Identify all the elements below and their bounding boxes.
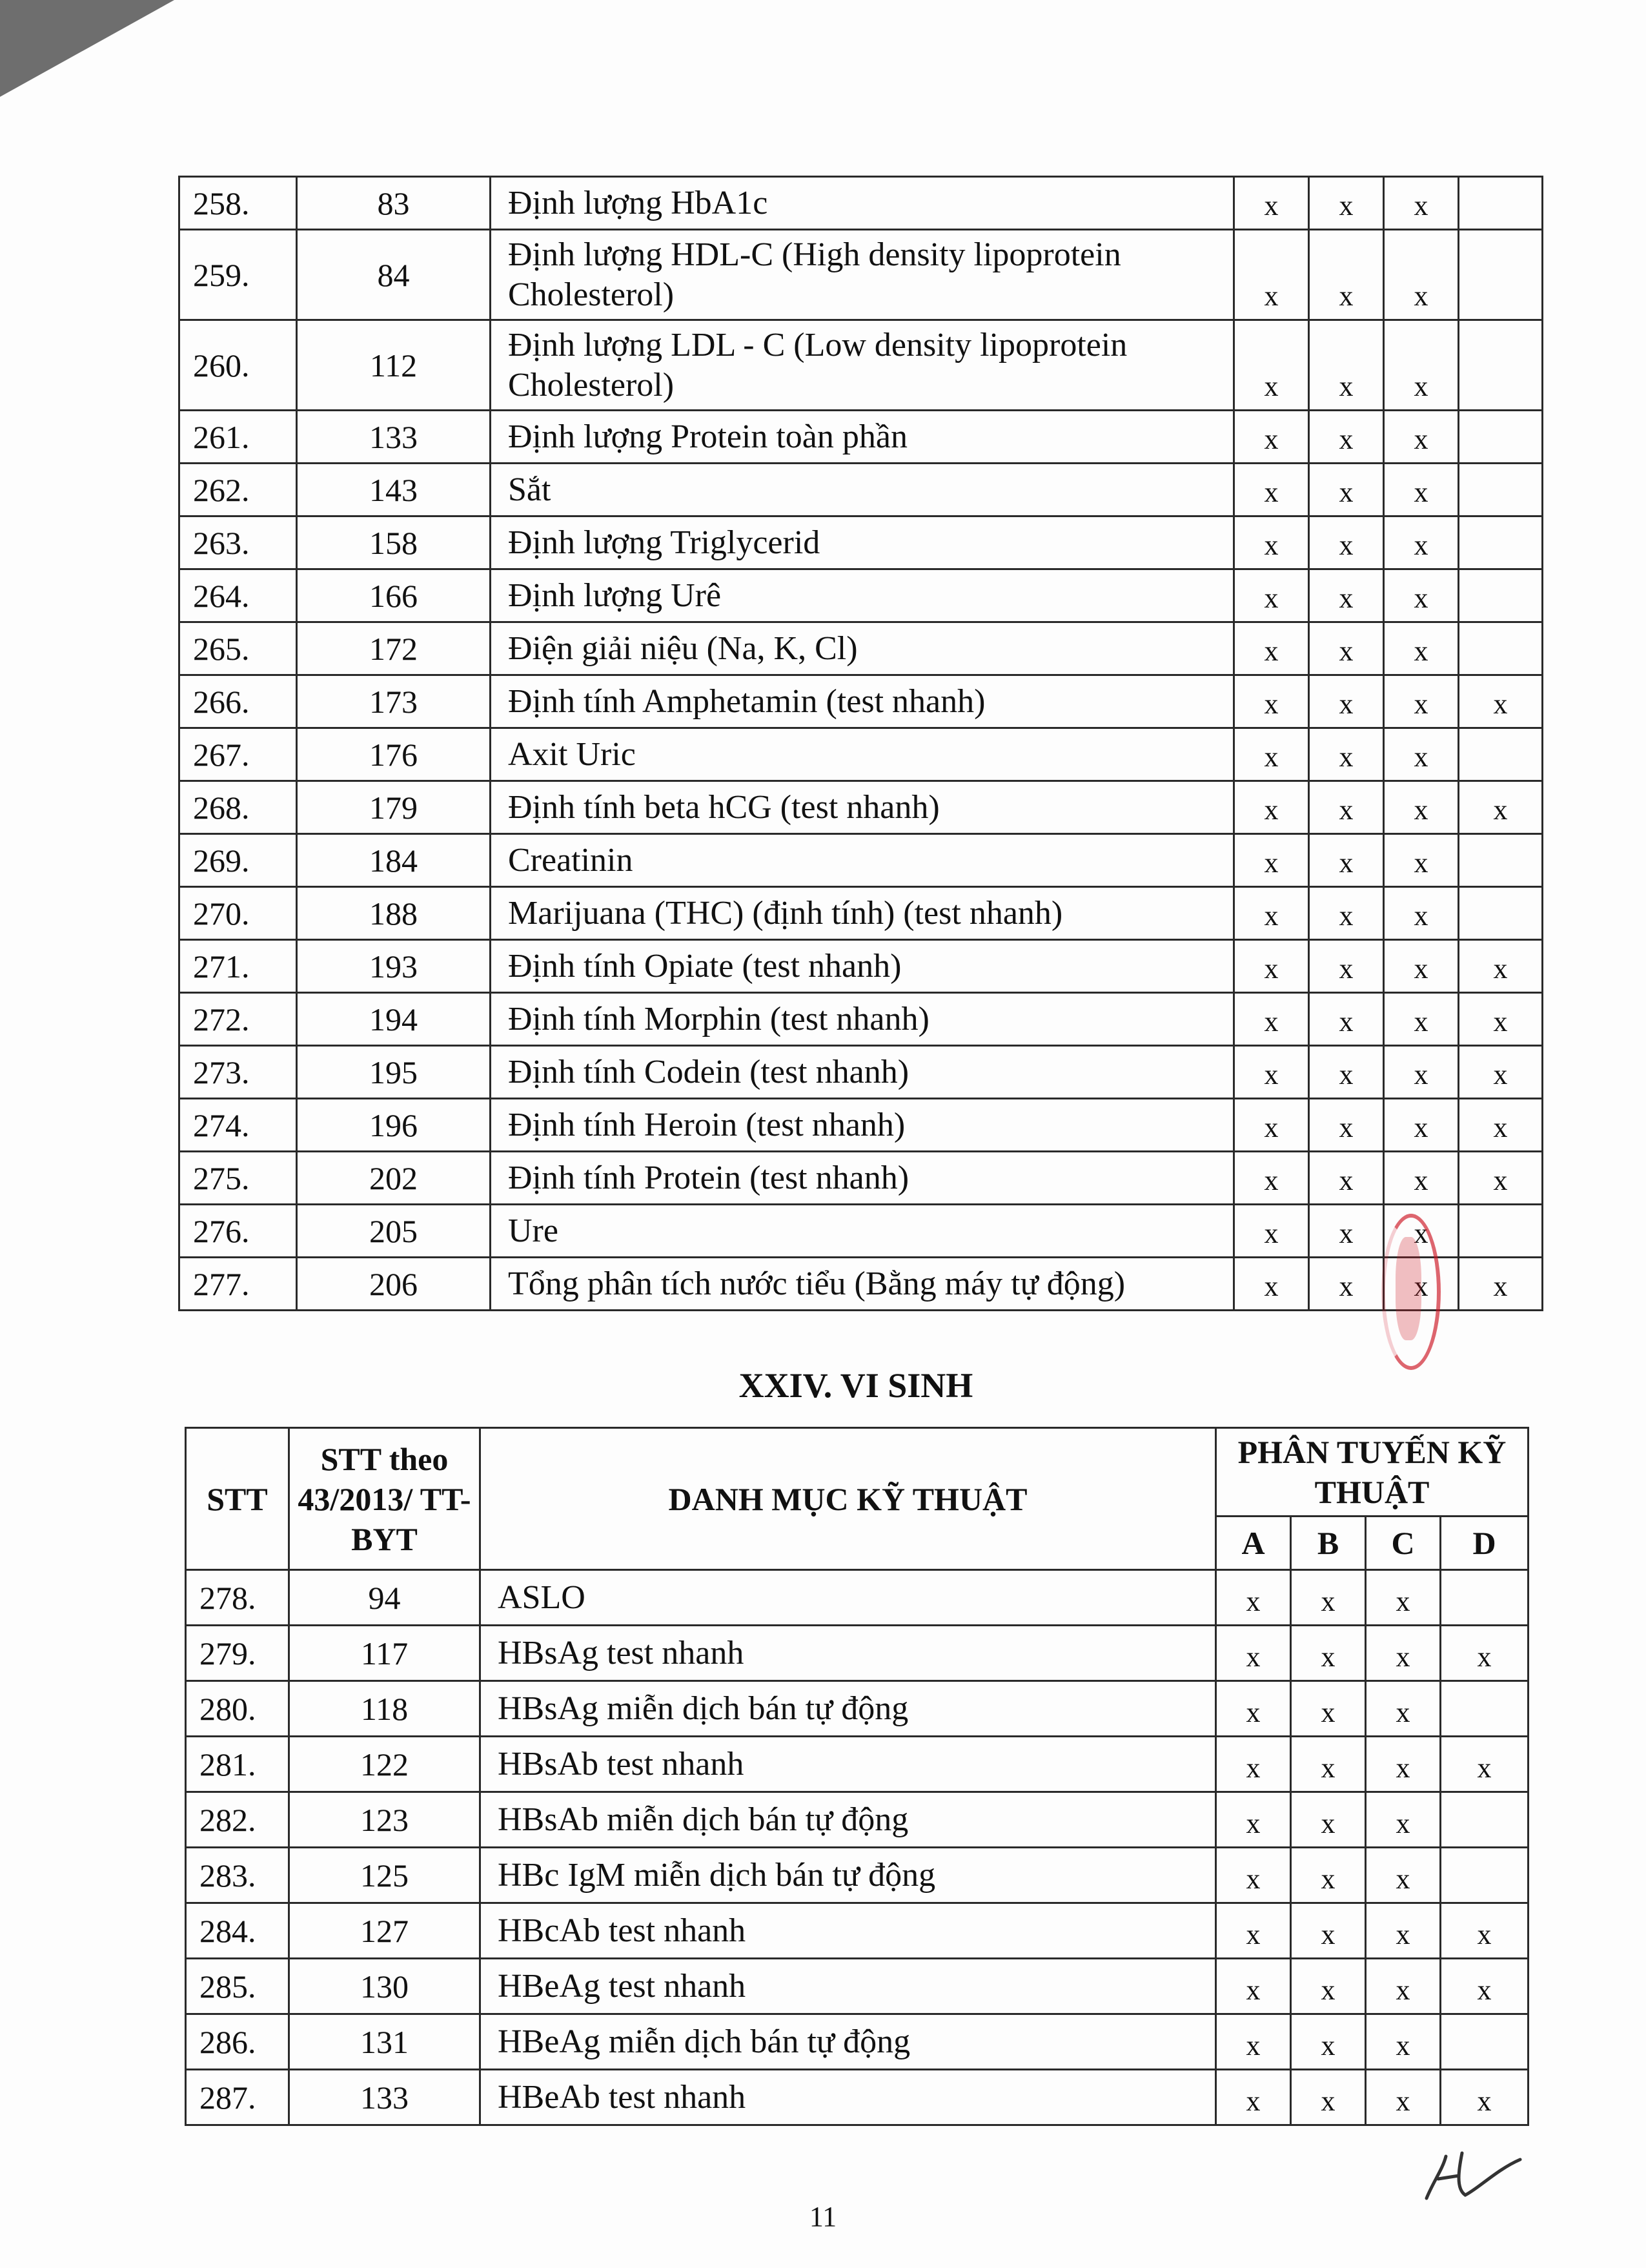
row-level-c-mark: x <box>1384 177 1459 230</box>
row-number: 281. <box>186 1737 289 1792</box>
table-row <box>179 1152 1543 1205</box>
row-level-b-mark: x <box>1309 516 1384 569</box>
row-level-a-mark: x <box>1216 1848 1291 1903</box>
row-level-c-mark: x <box>1384 834 1459 887</box>
row-reference-number: 131 <box>289 2014 480 2070</box>
row-level-c-mark: x <box>1384 1046 1459 1099</box>
row-technique-name: Định lượng Urê <box>491 569 1234 622</box>
row-level-b-mark: x <box>1309 569 1384 622</box>
header-level-c: C <box>1366 1517 1441 1570</box>
row-level-c-mark: x <box>1366 1737 1441 1792</box>
row-level-c-mark: x <box>1366 1792 1441 1848</box>
row-number: 277. <box>179 1258 297 1311</box>
row-level-d-mark <box>1441 1570 1529 1626</box>
row-level-c-mark: x <box>1384 569 1459 622</box>
row-number: 271. <box>179 940 297 993</box>
row-level-b-mark: x <box>1309 993 1384 1046</box>
row-technique-name: Định lượng HbA1c <box>491 177 1234 230</box>
row-level-a-mark: x <box>1216 1626 1291 1681</box>
row-level-c-mark: x <box>1384 622 1459 675</box>
row-number: 274. <box>179 1099 297 1152</box>
row-level-a-mark: x <box>1234 993 1309 1046</box>
row-number: 265. <box>179 622 297 675</box>
table-row <box>179 411 1543 464</box>
row-level-a-mark: x <box>1216 2014 1291 2070</box>
table-row <box>186 1626 1529 1681</box>
row-number: 266. <box>179 675 297 728</box>
row-level-d-mark: x <box>1459 1046 1543 1099</box>
row-technique-name: Ure <box>491 1205 1234 1258</box>
row-level-c-mark: x <box>1384 887 1459 940</box>
row-level-d-mark <box>1459 887 1543 940</box>
row-reference-number: 84 <box>297 230 491 320</box>
row-level-a-mark: x <box>1234 464 1309 516</box>
row-level-b-mark: x <box>1309 177 1384 230</box>
row-level-d-mark <box>1459 622 1543 675</box>
table-row <box>179 1099 1543 1152</box>
row-number: 270. <box>179 887 297 940</box>
row-level-d-mark <box>1459 411 1543 464</box>
row-technique-name: Định lượng Triglycerid <box>491 516 1234 569</box>
row-level-b-mark: x <box>1309 622 1384 675</box>
row-level-c-mark: x <box>1384 781 1459 834</box>
row-level-d-mark <box>1459 516 1543 569</box>
row-level-b-mark: x <box>1291 1737 1366 1792</box>
table-row <box>179 1046 1543 1099</box>
handwritten-signature-icon <box>1407 2143 1536 2208</box>
row-level-c-mark: x <box>1384 320 1459 411</box>
row-number: 283. <box>186 1848 289 1903</box>
row-reference-number: 172 <box>297 622 491 675</box>
row-number: 258. <box>179 177 297 230</box>
row-level-b-mark: x <box>1309 728 1384 781</box>
row-reference-number: 127 <box>289 1903 480 1959</box>
table-biochemistry-continued <box>178 176 1543 1311</box>
header-technique-list: DANH MỤC KỸ THUẬT <box>480 1428 1216 1570</box>
row-level-c-mark: x <box>1384 728 1459 781</box>
table-row <box>179 177 1543 230</box>
row-level-c-mark: x <box>1366 1626 1441 1681</box>
row-reference-number: 206 <box>297 1258 491 1311</box>
row-level-b-mark: x <box>1309 230 1384 320</box>
row-level-d-mark: x <box>1441 1959 1529 2014</box>
table-row <box>179 993 1543 1046</box>
row-level-b-mark: x <box>1291 1959 1366 2014</box>
row-number: 279. <box>186 1626 289 1681</box>
row-level-c-mark: x <box>1384 1205 1459 1258</box>
row-reference-number: 194 <box>297 993 491 1046</box>
page-number: 11 <box>809 2201 837 2232</box>
row-number: 262. <box>179 464 297 516</box>
row-reference-number: 184 <box>297 834 491 887</box>
row-level-b-mark: x <box>1291 1570 1366 1626</box>
table-row <box>179 834 1543 887</box>
row-technique-name: HBsAg miễn dịch bán tự động <box>480 1681 1216 1737</box>
row-level-d-mark: x <box>1459 940 1543 993</box>
row-level-b-mark: x <box>1291 1626 1366 1681</box>
row-level-d-mark <box>1441 2014 1529 2070</box>
row-reference-number: 179 <box>297 781 491 834</box>
row-number: 278. <box>186 1570 289 1626</box>
header-technique-level: PHÂN TUYẾN KỸ THUẬT <box>1216 1428 1529 1517</box>
row-level-b-mark: x <box>1309 940 1384 993</box>
row-reference-number: 133 <box>289 2070 480 2125</box>
table-row <box>179 464 1543 516</box>
row-technique-name: HBsAg test nhanh <box>480 1626 1216 1681</box>
row-level-b-mark: x <box>1309 781 1384 834</box>
row-technique-name: Định tính Amphetamin (test nhanh) <box>491 675 1234 728</box>
row-level-c-mark: x <box>1384 675 1459 728</box>
row-level-b-mark: x <box>1309 1258 1384 1311</box>
row-level-a-mark: x <box>1234 622 1309 675</box>
row-technique-name: HBc IgM miễn dịch bán tự động <box>480 1848 1216 1903</box>
row-level-c-mark: x <box>1366 1681 1441 1737</box>
row-number: 260. <box>179 320 297 411</box>
row-reference-number: 112 <box>297 320 491 411</box>
table-row <box>179 675 1543 728</box>
table-row <box>186 1959 1529 2014</box>
row-technique-name: Định lượng Protein toàn phần <box>491 411 1234 464</box>
row-level-a-mark: x <box>1234 1099 1309 1152</box>
row-technique-name: Định lượng HDL-C (High density lipoprotein Cholesterol) <box>491 230 1234 320</box>
row-technique-name: Định tính beta hCG (test nhanh) <box>491 781 1234 834</box>
row-level-a-mark: x <box>1216 1959 1291 2014</box>
row-level-d-mark <box>1459 320 1543 411</box>
row-reference-number: 176 <box>297 728 491 781</box>
row-level-c-mark: x <box>1384 516 1459 569</box>
table-microbiology <box>185 1427 1529 2126</box>
row-level-d-mark: x <box>1441 2070 1529 2125</box>
row-level-a-mark: x <box>1234 1046 1309 1099</box>
row-level-c-mark: x <box>1384 411 1459 464</box>
row-number: 268. <box>179 781 297 834</box>
row-level-c-mark: x <box>1384 940 1459 993</box>
row-level-b-mark: x <box>1291 1681 1366 1737</box>
row-technique-name: Marijuana (THC) (định tính) (test nhanh) <box>491 887 1234 940</box>
row-reference-number: 94 <box>289 1570 480 1626</box>
row-number: 276. <box>179 1205 297 1258</box>
row-number: 282. <box>186 1792 289 1848</box>
row-level-c-mark: x <box>1366 2070 1441 2125</box>
row-level-c-mark: x <box>1366 1570 1441 1626</box>
header-level-a: A <box>1216 1517 1291 1570</box>
row-level-a-mark: x <box>1234 781 1309 834</box>
row-level-d-mark: x <box>1459 1258 1543 1311</box>
row-technique-name: Sắt <box>491 464 1234 516</box>
row-level-b-mark: x <box>1291 1848 1366 1903</box>
row-number: 272. <box>179 993 297 1046</box>
row-level-b-mark: x <box>1309 464 1384 516</box>
row-level-b-mark: x <box>1309 1046 1384 1099</box>
row-reference-number: 205 <box>297 1205 491 1258</box>
row-number: 269. <box>179 834 297 887</box>
row-reference-number: 193 <box>297 940 491 993</box>
table-row <box>179 1205 1543 1258</box>
table-row <box>186 1903 1529 1959</box>
row-number: 264. <box>179 569 297 622</box>
row-reference-number: 188 <box>297 887 491 940</box>
header-level-b: B <box>1291 1517 1366 1570</box>
table-row <box>179 887 1543 940</box>
row-level-d-mark: x <box>1459 1152 1543 1205</box>
row-level-c-mark: x <box>1384 230 1459 320</box>
row-technique-name: Định tính Opiate (test nhanh) <box>491 940 1234 993</box>
row-technique-name: HBeAg test nhanh <box>480 1959 1216 2014</box>
row-level-c-mark: x <box>1384 1152 1459 1205</box>
row-level-a-mark: x <box>1234 1258 1309 1311</box>
row-reference-number: 118 <box>289 1681 480 1737</box>
row-reference-number: 83 <box>297 177 491 230</box>
row-level-d-mark <box>1459 1205 1543 1258</box>
row-level-a-mark: x <box>1234 320 1309 411</box>
section-title-microbiology: XXIV. VI SINH <box>738 1366 973 1405</box>
row-reference-number: 158 <box>297 516 491 569</box>
row-level-c-mark: x <box>1384 464 1459 516</box>
row-level-b-mark: x <box>1291 1903 1366 1959</box>
table-row <box>186 1848 1529 1903</box>
row-number: 284. <box>186 1903 289 1959</box>
row-level-b-mark: x <box>1309 834 1384 887</box>
row-level-a-mark: x <box>1216 1681 1291 1737</box>
row-level-a-mark: x <box>1216 1792 1291 1848</box>
row-reference-number: 122 <box>289 1737 480 1792</box>
row-level-b-mark: x <box>1309 1152 1384 1205</box>
table-row <box>179 320 1543 411</box>
row-reference-number: 130 <box>289 1959 480 2014</box>
row-technique-name: Tổng phân tích nước tiểu (Bằng máy tự động) <box>491 1258 1234 1311</box>
red-stamp-mark <box>1381 1214 1441 1370</box>
row-reference-number: 143 <box>297 464 491 516</box>
row-level-b-mark: x <box>1309 1099 1384 1152</box>
row-level-a-mark: x <box>1234 940 1309 993</box>
row-technique-name: Định tính Protein (test nhanh) <box>491 1152 1234 1205</box>
row-number: 275. <box>179 1152 297 1205</box>
row-level-d-mark <box>1441 1848 1529 1903</box>
row-level-d-mark <box>1441 1792 1529 1848</box>
table-row <box>179 569 1543 622</box>
header-stt-reference: STT theo 43/2013/ TT-BYT <box>289 1428 480 1570</box>
row-reference-number: 173 <box>297 675 491 728</box>
table-row <box>186 1681 1529 1737</box>
row-level-d-mark <box>1459 177 1543 230</box>
row-level-a-mark: x <box>1216 1570 1291 1626</box>
row-reference-number: 196 <box>297 1099 491 1152</box>
row-number: 259. <box>179 230 297 320</box>
row-number: 287. <box>186 2070 289 2125</box>
table-row <box>179 622 1543 675</box>
row-technique-name: HBeAb test nhanh <box>480 2070 1216 2125</box>
row-level-c-mark: x <box>1366 1848 1441 1903</box>
table-row <box>186 2014 1529 2070</box>
row-level-a-mark: x <box>1234 728 1309 781</box>
scan-corner-shadow <box>0 0 174 97</box>
row-level-a-mark: x <box>1234 569 1309 622</box>
row-technique-name: HBsAb test nhanh <box>480 1737 1216 1792</box>
table-row <box>179 940 1543 993</box>
row-reference-number: 202 <box>297 1152 491 1205</box>
row-level-d-mark <box>1459 728 1543 781</box>
row-level-b-mark: x <box>1309 675 1384 728</box>
table-row <box>179 1258 1543 1311</box>
row-level-a-mark: x <box>1216 1903 1291 1959</box>
row-level-d-mark <box>1441 1681 1529 1737</box>
table-row <box>186 1792 1529 1848</box>
row-level-b-mark: x <box>1309 887 1384 940</box>
row-number: 267. <box>179 728 297 781</box>
row-level-a-mark: x <box>1234 230 1309 320</box>
row-level-d-mark: x <box>1441 1737 1529 1792</box>
table-row <box>179 728 1543 781</box>
row-technique-name: ASLO <box>480 1570 1216 1626</box>
row-level-c-mark: x <box>1366 1903 1441 1959</box>
row-level-b-mark: x <box>1291 2014 1366 2070</box>
row-level-d-mark <box>1459 569 1543 622</box>
row-level-a-mark: x <box>1234 834 1309 887</box>
header-stt: STT <box>186 1428 289 1570</box>
row-level-d-mark: x <box>1459 781 1543 834</box>
row-technique-name: Điện giải niệu (Na, K, Cl) <box>491 622 1234 675</box>
row-technique-name: Axit Uric <box>491 728 1234 781</box>
row-level-a-mark: x <box>1216 2070 1291 2125</box>
row-level-a-mark: x <box>1216 1737 1291 1792</box>
row-number: 286. <box>186 2014 289 2070</box>
row-level-a-mark: x <box>1234 675 1309 728</box>
row-level-d-mark: x <box>1459 993 1543 1046</box>
table-row <box>179 230 1543 320</box>
table-row <box>179 781 1543 834</box>
row-level-d-mark: x <box>1459 675 1543 728</box>
row-number: 263. <box>179 516 297 569</box>
row-level-a-mark: x <box>1234 411 1309 464</box>
row-level-c-mark: x <box>1384 1258 1459 1311</box>
row-technique-name: HBeAg miễn dịch bán tự động <box>480 2014 1216 2070</box>
table-row <box>186 1570 1529 1626</box>
row-reference-number: 195 <box>297 1046 491 1099</box>
row-technique-name: Định tính Codein (test nhanh) <box>491 1046 1234 1099</box>
row-level-d-mark: x <box>1441 1626 1529 1681</box>
row-level-d-mark <box>1459 464 1543 516</box>
row-level-d-mark <box>1459 834 1543 887</box>
table-row <box>186 1737 1529 1792</box>
row-level-a-mark: x <box>1234 177 1309 230</box>
row-level-d-mark: x <box>1459 1099 1543 1152</box>
header-level-d: D <box>1441 1517 1529 1570</box>
row-technique-name: Định tính Morphin (test nhanh) <box>491 993 1234 1046</box>
row-level-d-mark: x <box>1441 1903 1529 1959</box>
table-row <box>179 516 1543 569</box>
row-level-a-mark: x <box>1234 516 1309 569</box>
row-level-b-mark: x <box>1291 1792 1366 1848</box>
row-technique-name: HBsAb miễn dịch bán tự động <box>480 1792 1216 1848</box>
row-technique-name: HBcAb test nhanh <box>480 1903 1216 1959</box>
row-level-a-mark: x <box>1234 887 1309 940</box>
row-reference-number: 117 <box>289 1626 480 1681</box>
row-number: 273. <box>179 1046 297 1099</box>
row-level-b-mark: x <box>1309 1205 1384 1258</box>
row-reference-number: 123 <box>289 1792 480 1848</box>
row-level-c-mark: x <box>1384 993 1459 1046</box>
table-row <box>186 2070 1529 2125</box>
row-number: 285. <box>186 1959 289 2014</box>
row-number: 261. <box>179 411 297 464</box>
row-level-c-mark: x <box>1384 1099 1459 1152</box>
row-reference-number: 125 <box>289 1848 480 1903</box>
row-reference-number: 133 <box>297 411 491 464</box>
row-level-a-mark: x <box>1234 1152 1309 1205</box>
row-technique-name: Creatinin <box>491 834 1234 887</box>
row-technique-name: Định lượng LDL - C (Low density lipoprotein Cholesterol) <box>491 320 1234 411</box>
row-level-c-mark: x <box>1366 1959 1441 2014</box>
row-level-c-mark: x <box>1366 2014 1441 2070</box>
row-technique-name: Định tính Heroin (test nhanh) <box>491 1099 1234 1152</box>
row-level-a-mark: x <box>1234 1205 1309 1258</box>
row-reference-number: 166 <box>297 569 491 622</box>
row-level-b-mark: x <box>1309 411 1384 464</box>
row-number: 280. <box>186 1681 289 1737</box>
row-level-b-mark: x <box>1291 2070 1366 2125</box>
row-level-b-mark: x <box>1309 320 1384 411</box>
row-level-d-mark <box>1459 230 1543 320</box>
